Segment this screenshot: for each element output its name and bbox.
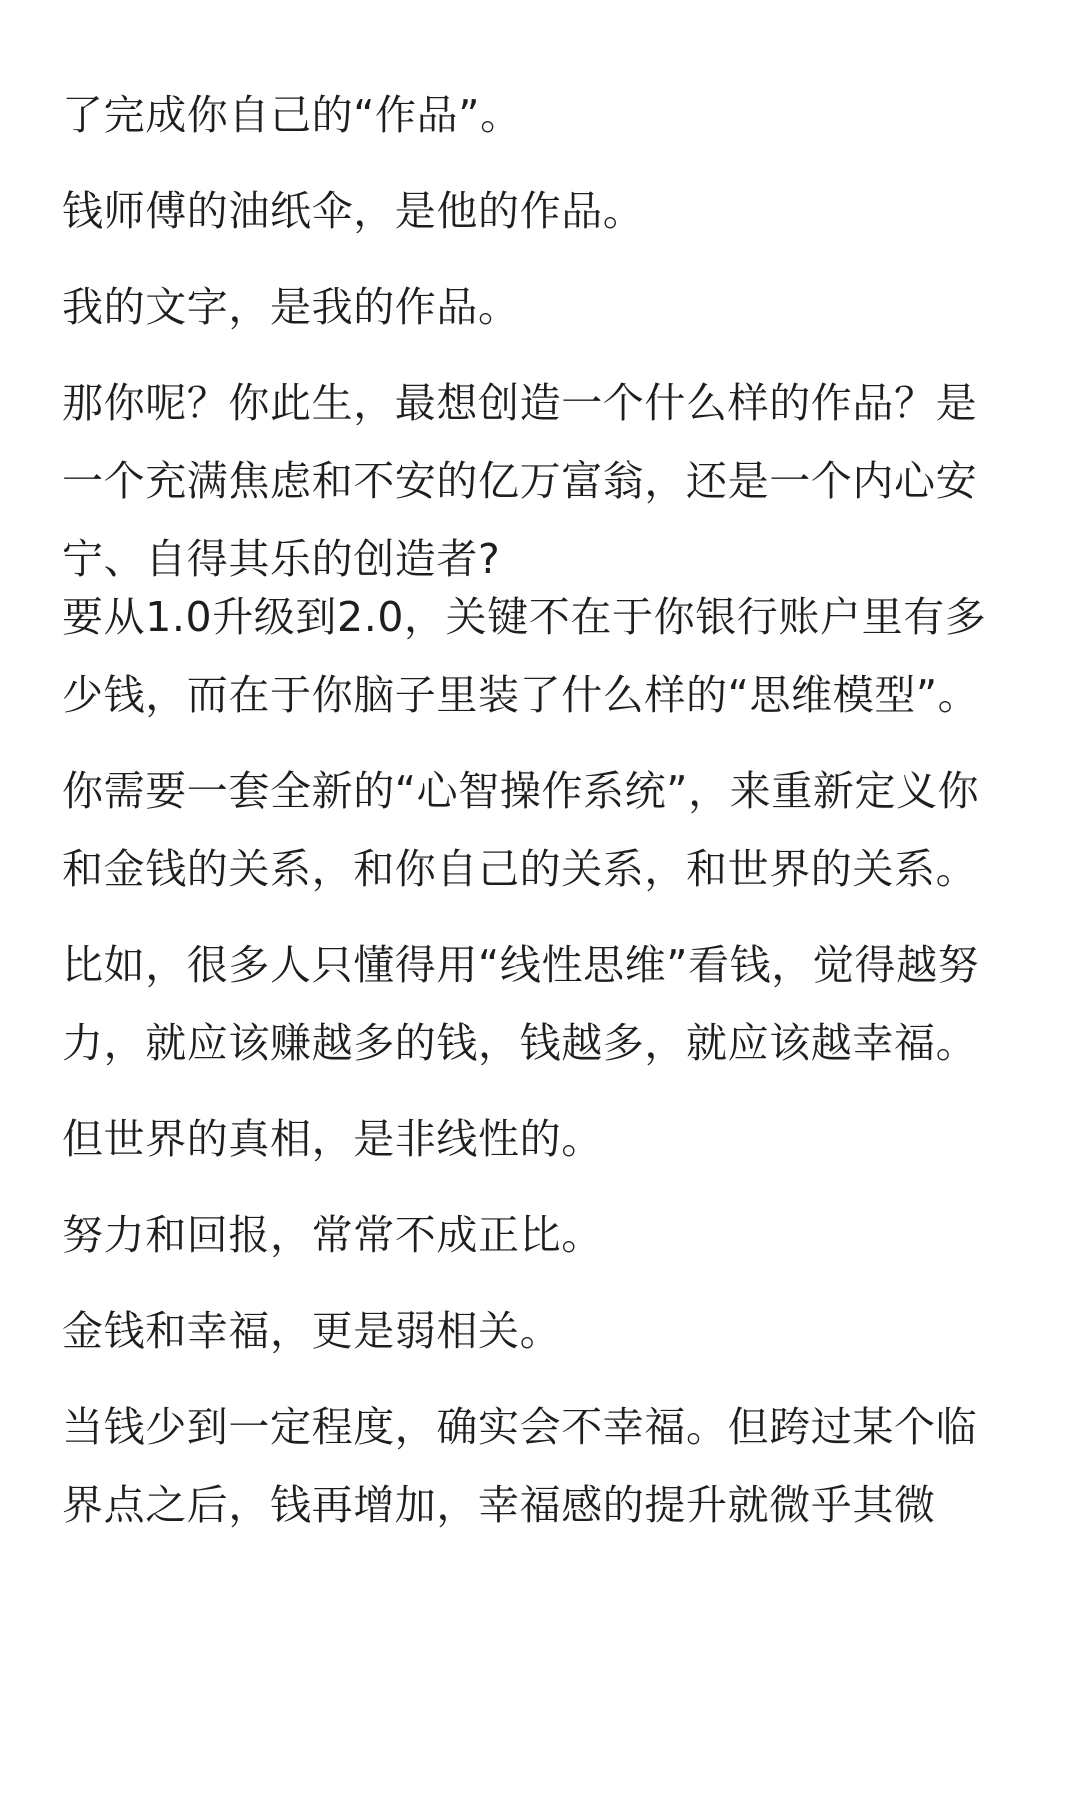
paragraph bbox=[62, 1100, 1022, 1178]
paragraph-line: 宁、自得其乐的创造者? bbox=[62, 535, 501, 583]
paragraph-line: 一个充满焦虑和不安的亿万富翁，还是一个内心安 bbox=[62, 457, 978, 505]
paragraph-line: 少钱，而在于你脑子里装了什么样的“思维模型”。 bbox=[62, 671, 980, 719]
paragraph bbox=[62, 578, 1022, 734]
paragraph bbox=[62, 364, 1022, 598]
paragraph bbox=[62, 752, 1022, 908]
paragraph-line: 比如，很多人只懂得用“线性思维”看钱，觉得越努 bbox=[62, 941, 980, 989]
paragraph-line: 钱师傅的油纸伞，是他的作品。 bbox=[62, 187, 645, 235]
paragraph-line: 但世界的真相，是非线性的。 bbox=[62, 1115, 603, 1163]
paragraph-line: 力，就应该赚越多的钱，钱越多，就应该越幸福。 bbox=[62, 1019, 978, 1067]
paragraph-line: 要从1.0升级到2.0，关键不在于你银行账户里有多 bbox=[62, 593, 987, 641]
paragraph-line: 和金钱的关系，和你自己的关系，和世界的关系。 bbox=[62, 845, 978, 893]
paragraph-line: 努力和回报，常常不成正比。 bbox=[62, 1211, 603, 1259]
paragraph bbox=[62, 1388, 1022, 1544]
paragraph-line: 当钱少到一定程度，确实会不幸福。但跨过某个临 bbox=[62, 1403, 978, 1451]
paragraph bbox=[62, 76, 1022, 154]
paragraph-line: 了完成你自己的“作品”。 bbox=[62, 91, 522, 139]
paragraph-line: 你需要一套全新的“心智操作系统”，来重新定义你 bbox=[62, 767, 980, 815]
paragraph-line: 界点之后，钱再增加，幸福感的提升就微乎其微 bbox=[62, 1481, 936, 1529]
paragraph bbox=[62, 1292, 1022, 1370]
paragraph-line: 那你呢？你此生，最想创造一个什么样的作品？是 bbox=[62, 379, 978, 427]
paragraph bbox=[62, 172, 1022, 250]
paragraph-line: 金钱和幸福，更是弱相关。 bbox=[62, 1307, 562, 1355]
paragraph bbox=[62, 268, 1022, 346]
paragraph-line: 我的文字，是我的作品。 bbox=[62, 283, 520, 331]
paragraph bbox=[62, 926, 1022, 1082]
paragraph bbox=[62, 1196, 1022, 1274]
